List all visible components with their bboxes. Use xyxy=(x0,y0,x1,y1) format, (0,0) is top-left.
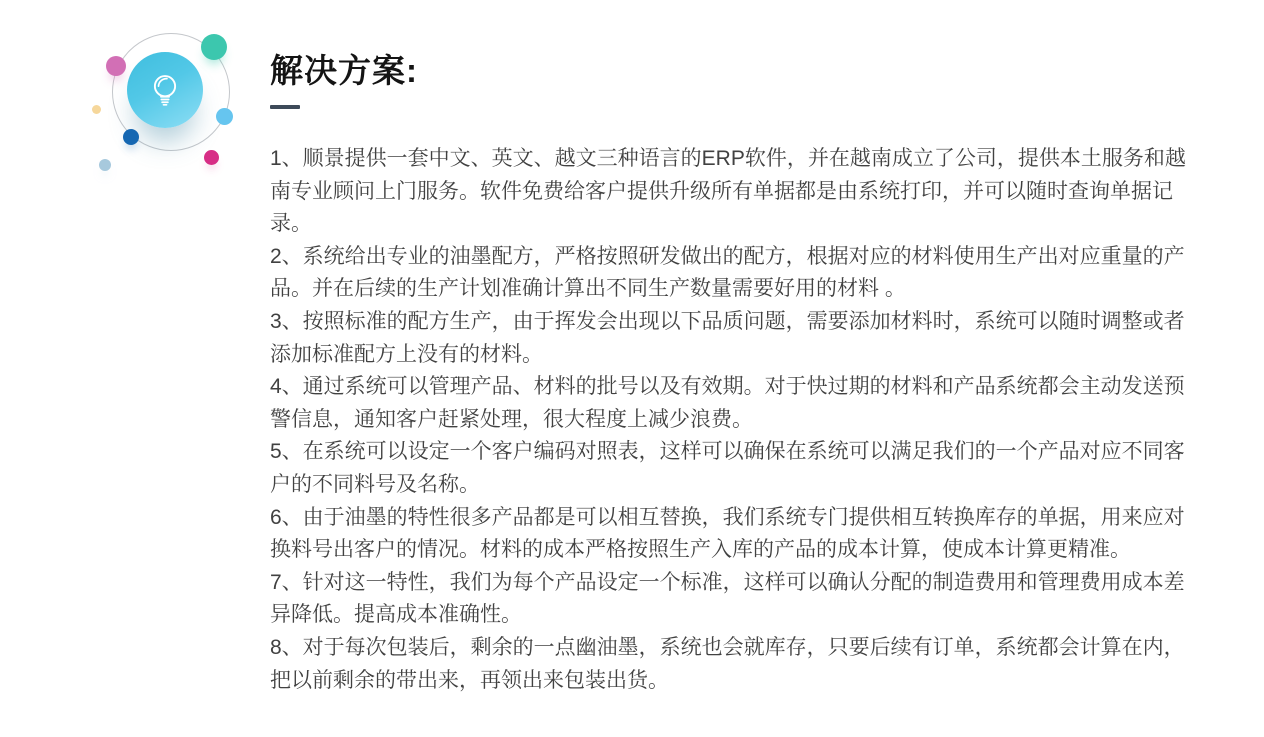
sky-blue-dot xyxy=(216,108,233,125)
solution-item-2: 2、系统给出专业的油墨配方，严格按照研发做出的配方，根据对应的材料使用生产出对应重量的产品。并在后续的生产计划准确计算出不同生产数量需要好用的材料 。 xyxy=(270,244,1185,301)
page-title: 解决方案: xyxy=(270,52,418,89)
main-content xyxy=(270,48,1192,697)
solution-item-6: 6、由于油墨的特性很多产品都是可以相互替换，我们系统专门提供相互转换库存的单据，用来应对换料号出客户的情况。材料的成本严格按照生产入库的产品的成本计算，使成本计算更精准。 xyxy=(270,505,1185,562)
navy-dot xyxy=(123,129,139,145)
steel-blue-dot xyxy=(99,159,111,171)
lightbulb-icon xyxy=(142,67,188,113)
yellow-dot xyxy=(92,105,101,114)
magenta-dot xyxy=(204,150,219,165)
pink-dot xyxy=(106,56,126,76)
teal-dot xyxy=(201,34,227,60)
lightbulb-badge xyxy=(127,52,203,128)
solution-item-1: 1、顺景提供一套中文、英文、越文三种语言的ERP软件，并在越南成立了公司，提供本土服务和越南专业顾问上门服务。软件免费给客户提供升级所有单据都是由系统打印，并可以随时查询单据记录。 xyxy=(270,147,1186,236)
solution-item-8: 8、对于每次包装后，剩余的一点幽油墨，系统也会就库存，只要后续有订单，系统都会计算在内，把以前剩余的带出来，再领出来包装出货。 xyxy=(270,635,1185,692)
title-underline xyxy=(270,105,300,109)
lightbulb-illustration xyxy=(85,20,250,195)
solution-item-5: 5、在系统可以设定一个客户编码对照表，这样可以确保在系统可以满足我们的一个产品对应不同客户的不同料号及名称。 xyxy=(270,440,1185,496)
solution-item-4: 4、通过系统可以管理产品、材料的批号以及有效期。对于快过期的材料和产品系统都会主动发送预警信息，通知客户赶紧处理，很大程度上减少浪费。 xyxy=(270,375,1185,431)
solution-item-7: 7、针对这一特性，我们为每个产品设定一个标准，这样可以确认分配的制造费用和管理费用成本差异降低。提高成本准确性。 xyxy=(270,570,1185,627)
solution-item-3: 3、按照标准的配方生产，由于挥发会出现以下品质问题，需要添加材料时，系统可以随时调整或者添加标准配方上没有的材料。 xyxy=(270,309,1185,366)
solution-list xyxy=(270,143,1192,697)
